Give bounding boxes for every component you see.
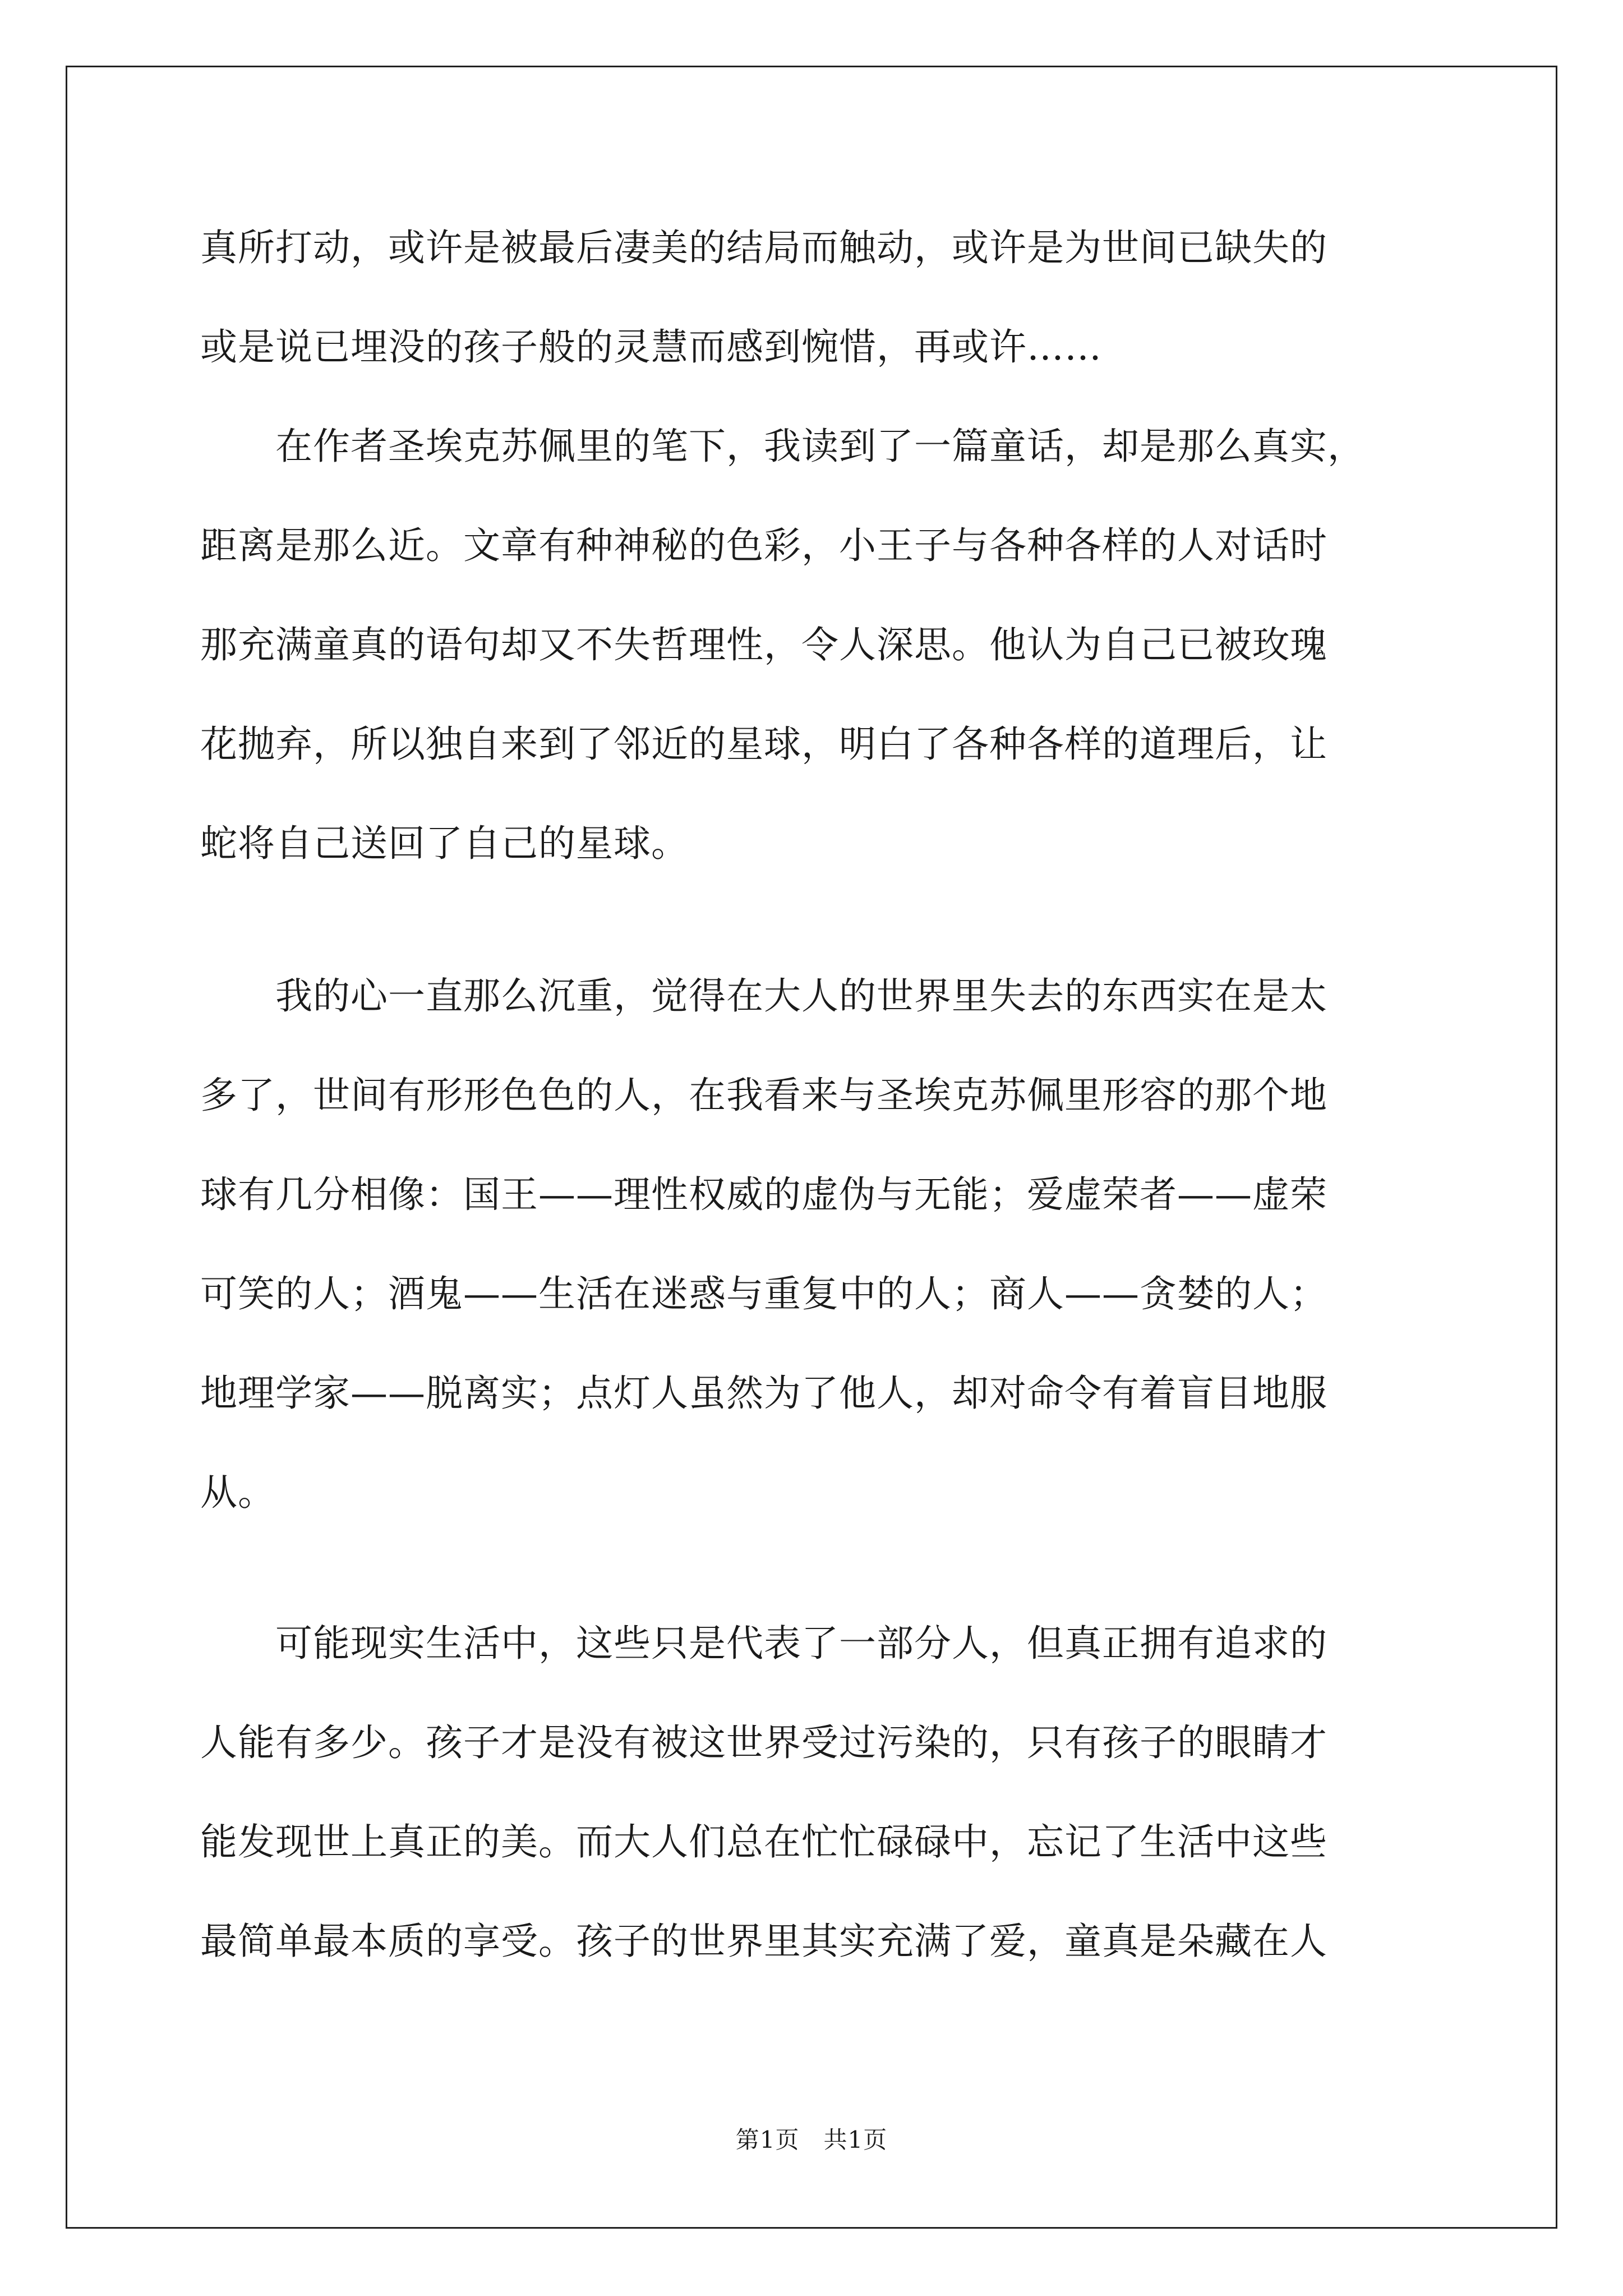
page-number-footer: 第1页 共1页: [735, 2126, 888, 2154]
text-line: 地理学家——脱离实；点灯人虽然为了他人，却对命令有着盲目地服: [200, 1372, 1327, 1415]
page-border: [66, 66, 1557, 2229]
text-line: 蛇将自己送回了自己的星球。: [200, 822, 689, 865]
text-line: 最简单最本质的享受。孩子的世界里其实充满了爱，童真是朵藏在人: [200, 1920, 1327, 1963]
text-line: 能发现世上真正的美。而大人们总在忙忙碌碌中，忘记了生活中这些: [200, 1820, 1327, 1864]
text-line: 可笑的人；酒鬼——生活在迷惑与重复中的人；商人——贪婪的人；: [200, 1272, 1327, 1315]
text-line: 或是说已埋没的孩子般的灵慧而感到惋惜，再或许……: [200, 325, 1102, 369]
text-line: 在作者圣埃克苏佩里的笔下，我读到了一篇童话，却是那么真实，: [200, 425, 1365, 468]
text-line: 可能现实生活中，这些只是代表了一部分人，但真正拥有追求的: [200, 1622, 1327, 1665]
text-line: 从。: [200, 1471, 275, 1514]
text-line: 真所打动，或许是被最后凄美的结局而触动，或许是为世间已缺失的: [200, 226, 1327, 269]
text-line: 人能有多少。孩子才是没有被这世界受过污染的，只有孩子的眼睛才: [200, 1721, 1327, 1764]
text-line: 花抛弃，所以独自来到了邻近的星球，明白了各种各样的道理后，让: [200, 723, 1327, 766]
text-line: 距离是那么近。文章有种神秘的色彩，小王子与各种各样的人对话时: [200, 524, 1327, 567]
text-line: 多了，世间有形形色色的人，在我看来与圣埃克苏佩里形容的那个地: [200, 1074, 1327, 1117]
text-line: 我的心一直那么沉重，觉得在大人的世界里失去的东西实在是太: [200, 974, 1327, 1018]
text-line: 球有几分相像：国王——理性权威的虚伪与无能；爱虚荣者——虚荣: [200, 1173, 1327, 1216]
text-line: 那充满童真的语句却又不失哲理性，令人深思。他认为自己已被玫瑰: [200, 623, 1327, 666]
